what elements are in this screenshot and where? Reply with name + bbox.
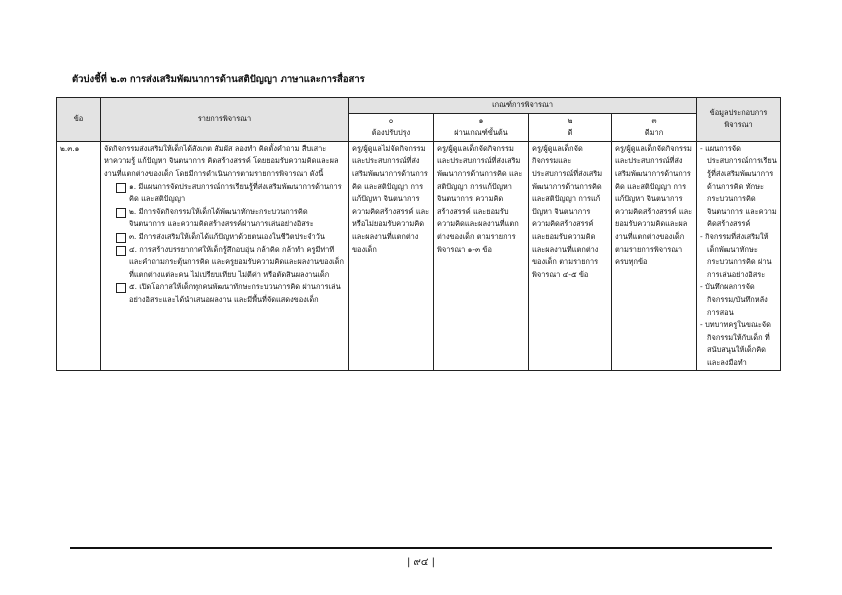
checkbox[interactable]: [116, 208, 126, 218]
level-label: ดี: [567, 128, 573, 138]
checkbox[interactable]: [116, 246, 126, 256]
checklist-item: [116, 281, 345, 306]
supporting-info: [697, 141, 781, 371]
checklist-text: ๔. การสร้างบรรยากาศให้เด็กรู้สึกอบอุ่น กล้าคิด กล้าทำ ครูมีท่าทีและคำถามกระตุ้นการคิด และครูยอมรับความคิดและผลงานของเด็กที่แตกต่างแต่ละคน ไม่เปรียบเทียบ ไม่ตีค่า หรือตัดสินผลงานเด็ก: [129, 244, 344, 279]
header-supporting-info: ข้อมูลประกอบการพิจารณา: [697, 98, 781, 142]
criteria-table: [56, 97, 781, 371]
checklist-item: [116, 206, 345, 231]
checklist-item: [116, 181, 345, 206]
level-2-text: [529, 141, 612, 371]
info-item: - บันทึกผลการจัดกิจกรรม/บันทึกหลังการสอน: [700, 282, 768, 317]
level-number: ๑: [478, 115, 484, 125]
table-row: [57, 141, 781, 371]
table-header-row: [57, 98, 781, 114]
info-item: - แผนการจัดประสบการณ์การเรียนรู้ที่ส่งเสริมพัฒนาการด้านการคิด ทักษะกระบวนการคิด จินตนาการ และความคิดสร้างสรรค์: [700, 143, 777, 229]
checkbox[interactable]: [116, 183, 126, 193]
checklist-item: [116, 244, 345, 282]
page-heading: ตัวบ่งชี้ที่ ๒.๓ การส่งเสริมพัฒนาการด้านสติปัญญา ภาษาและการสื่อสาร: [72, 74, 365, 85]
supporting-info-list: [700, 143, 777, 370]
item-code: ๒.๓.๑: [57, 141, 101, 371]
level-header: [612, 113, 697, 141]
header-description: รายการพิจารณา: [101, 98, 349, 142]
header-item: ข้อ: [57, 98, 101, 142]
level-0-text: [349, 141, 434, 371]
page-number: | ๙๔ |: [407, 557, 435, 568]
checklist-text: ๓. มีการส่งเสริมให้เด็กได้แก้ปัญหาด้วยตนเองในชีวิตประจำวัน: [129, 231, 325, 241]
checklist: [104, 181, 345, 307]
level-text: ครู/ผู้ดูแลเด็กจัดกิจกรรมและประสบการณ์ที่ส่งเสริมพัฒนาการด้านการคิด และสติปัญญา การแก้ปัญหา จินตนาการ ความคิดสร้างสรรค์ และยอมรับความคิดและผลงานที่แตกต่างของเด็ก ตามรายการพิจารณา ๑-๓ ข้อ: [437, 143, 523, 254]
level-text: ครู/ผู้ดูแลเด็กจัดกิจกรรมและประสบการณ์ที่ส่งเสริมพัฒนาการด้านการคิด และสติปัญญา การแก้ปัญหา จินตนาการ ความคิดสร้างสรรค์ และยอมรับความคิดและผลงานที่แตกต่างของเด็ก ตามรายการพิจารณาครบทุกข้อ: [615, 143, 693, 267]
checkbox[interactable]: [116, 233, 126, 243]
checkbox[interactable]: [116, 283, 126, 293]
checklist-text: ๕. เปิดโอกาสให้เด็กทุกคนพัฒนาทักษะกระบวนการคิด ผ่านการเล่นอย่างอิสระและได้นำเสนอผลงาน และมีพื้นที่จัดแสดงของเด็ก: [129, 282, 341, 304]
level-header: [529, 113, 612, 141]
level-number: ๒: [567, 115, 573, 125]
item-intro: จัดกิจกรรมส่งเสริมให้เด็กได้สังเกต สัมผัส ลองทำ คิดตั้งคำถาม สืบเสาะหาความรู้ แก้ปัญหา จินตนาการ คิดสร้างสรรค์ โดยยอมรับความคิดและผลงานที่แตกต่างของเด็ก โดยมีการดำเนินการตามรายการพิจารณา ดังนี้: [104, 143, 339, 178]
level-label: ผ่านเกณฑ์ขั้นต้น: [454, 128, 508, 138]
level-label: ดีมาก: [644, 128, 664, 138]
checklist-text: ๑. มีแผนการจัดประสบการณ์การเรียนรู้ที่ส่งเสริมพัฒนาการด้านการคิด และสติปัญญา: [129, 181, 342, 204]
level-label: ต้องปรับปรุง: [371, 128, 411, 138]
item-description: [101, 141, 349, 371]
level-header: [434, 113, 529, 141]
header-criteria: เกณฑ์การพิจารณา: [349, 98, 697, 114]
checklist-item: [116, 231, 345, 244]
level-text: ครู/ผู้ดูแลเด็กจัดกิจกรรมและประสบการณ์ที่ส่งเสริมพัฒนาการด้านการคิด และสติปัญญา การแก้ปัญหา จินตนาการ ความคิดสร้างสรรค์ และยอมรับความคิดและผลงานที่แตกต่างของเด็ก ตามรายการพิจารณา ๔-๕ ข้อ: [532, 143, 603, 279]
level-1-text: [434, 141, 529, 371]
level-text: ครู/ผู้ดูแลไม่จัดกิจกรรมและประสบการณ์ที่ส่งเสริมพัฒนาการด้านการคิด และสติปัญญา การแก้ปัญหา จินตนาการ ความคิดสร้างสรรค์ และหรือไม่ยอมรับความคิดและผลงานที่แตกต่างของเด็ก: [352, 143, 430, 254]
info-item: - บทบาทครูในขณะจัดกิจกรรมให้กับเด็ก ที่สนับสนุนให้เด็กคิดและลงมือทำ: [700, 320, 771, 367]
checklist-text: ๒. มีการจัดกิจกรรมให้เด็กได้พัฒนาทักษะกระบวนการคิด จินตนาการ และความคิดสร้างสรรค์ผ่านการเล่นอย่างอิสระ: [129, 206, 314, 229]
level-header: [349, 113, 434, 141]
level-number: ๓: [651, 115, 657, 125]
info-item: - กิจกรรมที่ส่งเสริมให้เด็กพัฒนาทักษะกระบวนการคิด ผ่านการเล่นอย่างอิสระ: [700, 231, 772, 279]
level-number: ๐: [388, 115, 394, 125]
level-3-text: [612, 141, 697, 371]
footer-divider: [70, 547, 772, 549]
